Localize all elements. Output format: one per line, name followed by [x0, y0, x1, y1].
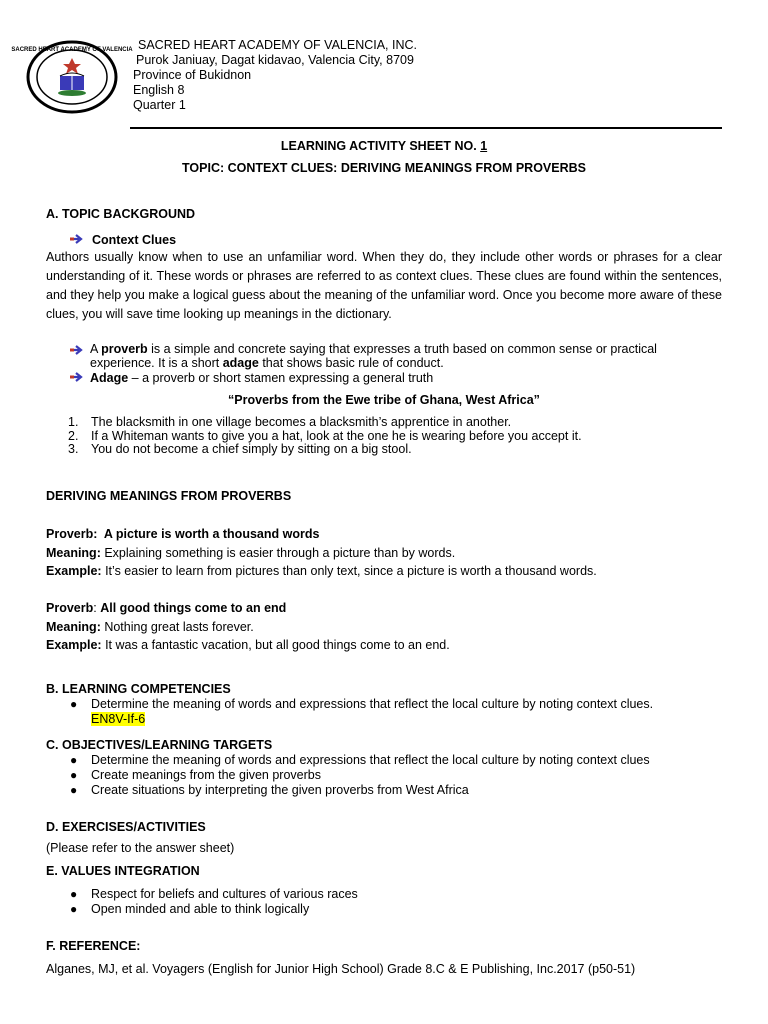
- subject-label: English 8: [133, 83, 185, 97]
- list-text: The blacksmith in one village becomes a blacksmith’s apprentice in another.: [91, 415, 512, 429]
- section-f-heading: F. REFERENCE:: [46, 939, 141, 953]
- values-list: [46, 887, 726, 917]
- arrow-bullet-icon: [70, 344, 84, 356]
- meaning-label: Meaning:: [46, 545, 101, 560]
- exercises-note: (Please refer to the answer sheet): [46, 841, 235, 855]
- proverb-text: All good things come to an end: [100, 601, 287, 615]
- list-item: [46, 443, 722, 457]
- meaning-line: [46, 618, 450, 637]
- ewe-proverbs-title: “Proverbs from the Ewe tribe of Ghana, West Africa”: [228, 393, 540, 407]
- competencies-list: [46, 697, 726, 727]
- list-number: 3.: [68, 442, 79, 456]
- sheet-title-label: LEARNING ACTIVITY SHEET NO.: [280, 139, 481, 153]
- list-item: [46, 887, 726, 902]
- header-divider: [130, 127, 722, 129]
- school-logo: [11, 40, 133, 114]
- list-text: Open minded and able to think logically: [91, 902, 310, 916]
- proverb-end: that shows basic rule of conduct.: [258, 355, 444, 370]
- section-a-heading: A. TOPIC BACKGROUND: [46, 207, 196, 221]
- proverb-term: proverb: [101, 342, 148, 356]
- adage-definition: [70, 371, 433, 385]
- proverb-example-1: [46, 525, 597, 581]
- list-item: [46, 902, 726, 917]
- context-clues-heading: [70, 233, 176, 247]
- topic-title: TOPIC: CONTEXT CLUES: DERIVING MEANINGS FROM PROVERBS: [182, 161, 586, 175]
- competency-code: EN8V-If-6: [91, 712, 146, 726]
- list-number: 2.: [68, 428, 79, 443]
- proverb-definition: [70, 343, 722, 370]
- reference-text: Alganes, MJ, et al. Voyagers (English for Junior High School) Grade 8.C & E Publishing, Inc.2017 (p50-51): [46, 962, 636, 976]
- list-item: [46, 430, 722, 444]
- bullet-dot-icon: ●: [70, 753, 78, 767]
- school-name: SACRED HEART ACADEMY OF VALENCIA, INC.: [138, 38, 418, 52]
- list-text: Create meanings from the given proverbs: [91, 768, 321, 782]
- quarter-label: Quarter 1: [133, 98, 186, 112]
- list-text: Respect for beliefs and cultures of various races: [91, 887, 358, 901]
- proverb-colon: :: [93, 601, 101, 615]
- list-text: Create situations by interpreting the given proverbs from West Africa: [91, 783, 469, 797]
- list-item: [46, 416, 722, 430]
- list-text: Determine the meaning of words and expressions that reflect the local culture by noting context clues: [91, 753, 650, 767]
- proverb-label: Proverb: [46, 601, 94, 615]
- objectives-list: [46, 753, 726, 798]
- list-number: 1.: [68, 415, 79, 429]
- example-text: It’s easier to learn from pictures than only text, since a picture is worth a thousand words.: [101, 564, 597, 578]
- sheet-number: 1: [480, 139, 488, 153]
- context-clues-label: Context Clues: [92, 233, 177, 247]
- context-clues-paragraph: Authors usually know when to use an unfamiliar word. When they do, they include other words or phrases for a clear understanding of it. These words or phrases are referred to as context clues. These clues are found within the sentences, and they help you make a logical guess about the meaning of the unfamiliar word. Once you become more aware of these clues, you will save time looking up meanings in the dictionary.: [46, 250, 722, 321]
- example-text: It was a fantastic vacation, but all good things come to an end.: [101, 638, 450, 652]
- example-line: [46, 636, 450, 655]
- bullet-dot-icon: ●: [70, 697, 78, 711]
- bullet-dot-icon: ●: [70, 783, 78, 797]
- arrow-bullet-icon: [70, 233, 84, 245]
- school-province: Province of Bukidnon: [133, 68, 252, 82]
- section-d-heading: D. EXERCISES/ACTIVITIES: [46, 820, 206, 834]
- proverb-post: is a simple and concrete saying that expresses a truth based on common sense or practical experience. It is a short: [90, 342, 657, 370]
- ewe-proverbs-list: [46, 416, 722, 457]
- meaning-text: Nothing great lasts forever.: [100, 619, 254, 634]
- proverb-text: A picture is worth a thousand words: [97, 527, 320, 541]
- section-e-heading: E. VALUES INTEGRATION: [46, 864, 200, 878]
- bullet-dot-icon: ●: [70, 902, 78, 916]
- adage-term: Adage: [90, 371, 129, 385]
- arrow-bullet-icon: [70, 371, 84, 383]
- school-info: [133, 38, 417, 113]
- proverb-line: [46, 599, 450, 618]
- deriving-heading: DERIVING MEANINGS FROM PROVERBS: [46, 489, 292, 503]
- section-b-heading: B. LEARNING COMPETENCIES: [46, 682, 231, 696]
- proverb-pre: A: [90, 342, 102, 356]
- proverb-label: Proverb:: [46, 527, 98, 541]
- adage-def-text: – a proverb or short stamen expressing a general truth: [128, 371, 434, 385]
- school-address: Purok Janiuay, Dagat kidavao, Valencia City, 8709: [136, 53, 414, 67]
- list-item: [46, 697, 726, 727]
- list-item: [46, 753, 726, 768]
- meaning-line: [46, 544, 597, 563]
- adage-inline-term: adage: [222, 355, 259, 370]
- proverb-example-2: [46, 599, 450, 655]
- section-c-heading: C. OBJECTIVES/LEARNING TARGETS: [46, 738, 273, 752]
- document-header: [0, 0, 768, 130]
- meaning-text: Explaining something is easier through a picture than by words.: [100, 545, 456, 560]
- list-text: If a Whiteman wants to give you a hat, look at the one he is wearing before you accept it.: [91, 428, 582, 443]
- meaning-label: Meaning:: [46, 619, 101, 634]
- list-item: [46, 768, 726, 783]
- list-text: You do not become a chief simply by sitting on a big stool.: [91, 442, 412, 456]
- svg-text:SACRED HEART ACADEMY OF VALENC: SACRED HEART ACADEMY OF VALENCIA: [11, 47, 133, 53]
- list-text: Determine the meaning of words and expressions that reflect the local culture by noting context clues.: [91, 697, 654, 711]
- proverb-line: [46, 525, 597, 544]
- list-item: [46, 783, 726, 798]
- bullet-dot-icon: ●: [70, 887, 78, 901]
- example-label: Example:: [46, 564, 102, 578]
- sheet-title: [0, 139, 768, 153]
- bullet-dot-icon: ●: [70, 768, 78, 782]
- example-label: Example:: [46, 638, 102, 652]
- example-line: [46, 562, 597, 581]
